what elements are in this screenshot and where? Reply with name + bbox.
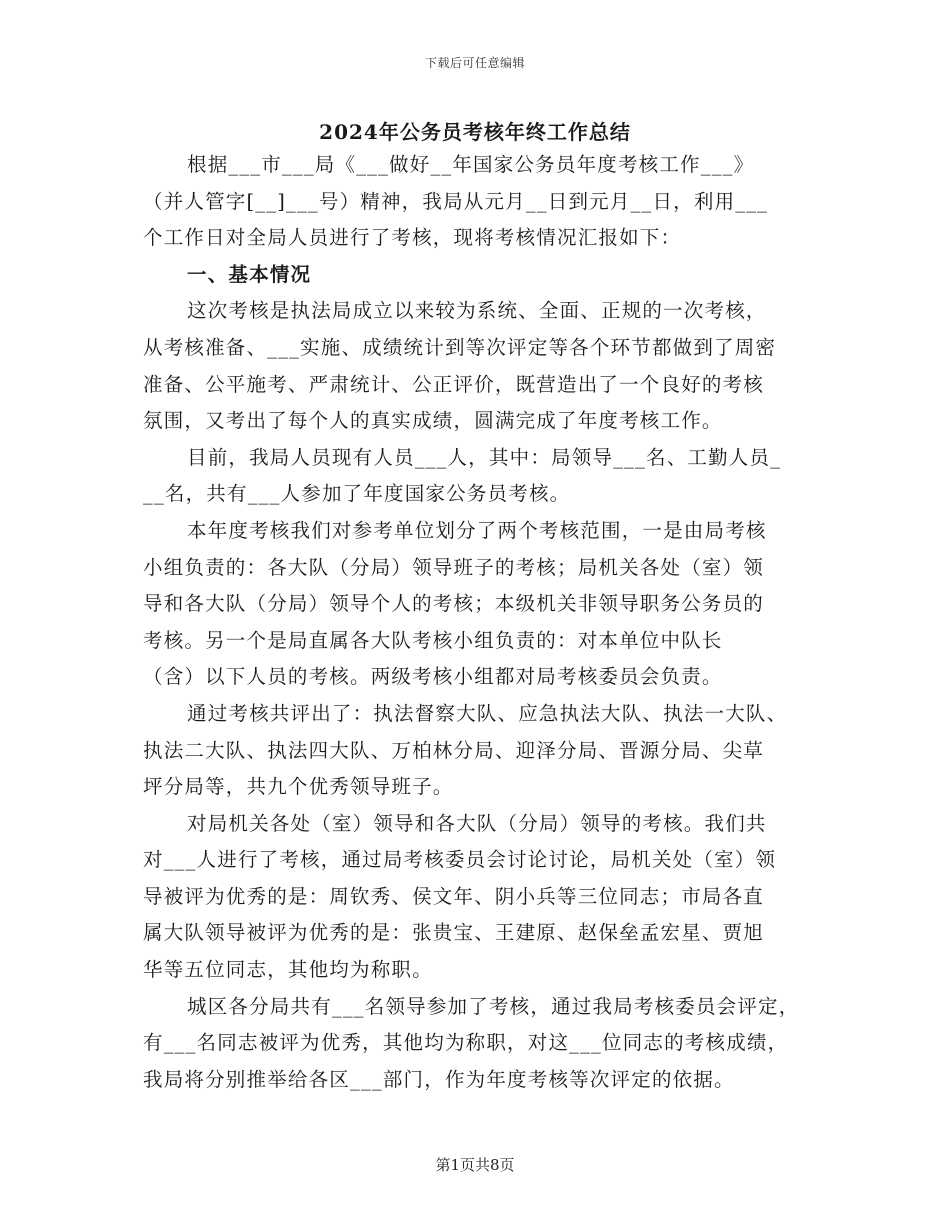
paragraph-line: 目前，我局人员现有人员___人，其中：局领导___名、工勤人员_ [187,445,782,469]
paragraph-line: 考核。另一个是局直属各大队考核小组负责的：对本单位中队长 [143,628,723,652]
paragraph-line: 执法二大队、执法四大队、万柏林分局、迎泽分局、晋源分局、尖草 [143,738,765,762]
paragraph-line: 小组负责的：各大队（分局）领导班子的考核；局机关各处（室）领 [143,555,765,579]
paragraph-line: 华等五位同志，其他均为称职。 [143,958,433,982]
paragraph-line: 根据___市___局《___做好__年国家公务员年度考核工作___》 [187,153,755,176]
paragraph-line: 导被评为优秀的是：周钦秀、侯文年、阴小兵等三位同志；市局各直 [143,884,765,908]
paragraph-line: （并人管字[__]___号）精神，我局从元月__日到元月__日，利用___ [143,189,769,213]
paragraph-line: （含）以下人员的考核。两级考核小组都对局考核委员会负责。 [143,665,723,689]
paragraph-line: __名，共有___人参加了年度国家公务员考核。 [143,482,571,506]
paragraph-line: 氛围，又考出了每个人的真实成绩，圆满完成了年度考核工作。 [143,409,723,433]
page-number-footer: 第1页共8页 [435,1156,515,1174]
paragraph-line: 城区各分局共有___名领导参加了考核，通过我局考核委员会评定， [187,994,800,1018]
paragraph-line: 这次考核是执法局成立以来较为系统、全面、正规的一次考核， [187,299,767,323]
paragraph-line: 本年度考核我们对参考单位划分了两个考核范围，一是由局考核 [187,518,767,542]
paragraph-line: 个工作日对全局人员进行了考核，现将考核情况汇报如下： [143,226,682,250]
paragraph-line: 从考核准备、___实施、成绩统计到等次评定等各个环节都做到了周密 [143,335,777,359]
paragraph-line: 对局机关各处（室）领导和各大队（分局）领导的考核。我们共 [187,811,767,835]
section-heading: 一、基本情况 [187,262,312,286]
paragraph-line: 对___人进行了考核，通过局考核委员会讨论讨论，局机关处（室）领 [143,848,777,872]
paragraph-line: 坪分局等，共九个优秀领导班子。 [143,775,454,799]
document-body [143,147,808,1098]
paragraph-line: 通过考核共评出了：执法督察大队、应急执法大队、执法一大队、 [187,701,788,725]
header-note: 下载后可任意编辑 [424,56,525,70]
document-title: 2024年公务员考核年终工作总结 [319,120,631,144]
paragraph-line: 有___名同志被评为优秀，其他均为称职，对这___位同志的考核成绩， [143,1031,789,1055]
paragraph-line: 准备、公平施考、严肃统计、公正评价，既营造出了一个良好的考核 [143,372,765,396]
paragraph-line: 导和各大队（分局）领导个人的考核；本级机关非领导职务公务员的 [143,592,765,616]
paragraph-line: 我局将分别推举给各区___部门，作为年度考核等次评定的依据。 [143,1067,735,1091]
paragraph-line: 属大队领导被评为优秀的是：张贵宝、王建原、赵保垒孟宏星、贾旭 [143,921,765,945]
